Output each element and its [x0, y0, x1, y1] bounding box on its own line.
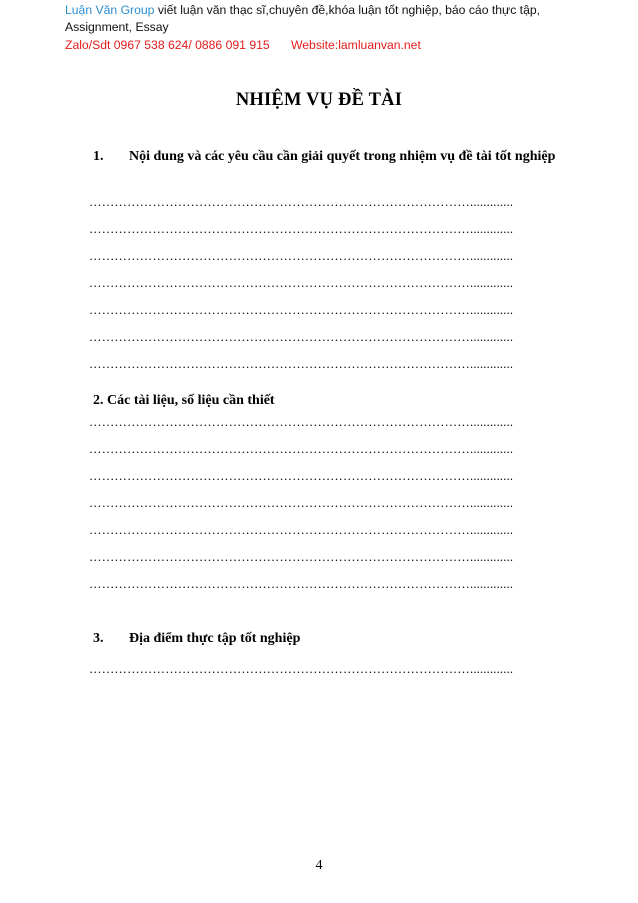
dotted-line: ………………………………………………………………………………............. — [89, 550, 514, 564]
dotted-line: ………………………………………………………………………………............. — [89, 577, 514, 591]
section-1-heading — [93, 143, 573, 170]
section-1-answer-lines[interactable] — [89, 189, 561, 378]
dotted-line: ………………………………………………………………………………............. — [89, 496, 514, 510]
page-header — [65, 2, 585, 54]
dotted-line: ………………………………………………………………………………............. — [89, 523, 514, 537]
header-line-3 — [65, 37, 585, 54]
dotted-line: ………………………………………………………………………………............. — [89, 249, 514, 263]
section-1-label: Nội dung và các yêu cầu cần giải quyết trong nhiệm vụ đề tài tốt nghiệp — [129, 149, 556, 164]
section-3-number: 3. — [93, 631, 104, 646]
header-website[interactable]: Website:lamluanvan.net — [291, 38, 421, 52]
header-brand: Luận Văn Group — [65, 3, 155, 17]
dotted-line: ………………………………………………………………………………............. — [89, 415, 514, 429]
page-number: 4 — [315, 858, 323, 873]
section-2-heading: 2. Các tài liệu, số liệu cần thiết — [93, 393, 275, 408]
section-1-number: 1. — [93, 149, 104, 164]
dotted-line: ………………………………………………………………………………............. — [89, 222, 514, 236]
section-3-label: Địa điểm thực tập tốt nghiệp — [129, 631, 301, 646]
section-3-heading — [93, 631, 300, 647]
dotted-line: ………………………………………………………………………………............. — [89, 469, 514, 483]
dotted-line: ………………………………………………………………………………............. — [89, 330, 514, 344]
dotted-line: ………………………………………………………………………………............. — [89, 662, 514, 676]
page-title: NHIỆM VỤ ĐỀ TÀI — [235, 90, 403, 110]
header-contact: Zalo/Sdt 0967 538 624/ 0886 091 915 — [65, 38, 270, 52]
dotted-line: ………………………………………………………………………………............. — [89, 276, 514, 290]
dotted-line: ………………………………………………………………………………............. — [89, 303, 514, 317]
dotted-line: ………………………………………………………………………………............. — [89, 195, 514, 209]
header-line-1 — [65, 2, 585, 19]
section-3-answer-lines[interactable] — [89, 656, 561, 683]
section-2-answer-lines[interactable] — [89, 409, 561, 598]
dotted-line: ………………………………………………………………………………............. — [89, 442, 514, 456]
dotted-line: ………………………………………………………………………………............. — [89, 357, 514, 371]
header-line-2: Assignment, Essay — [65, 20, 169, 34]
header-tagline: viết luận văn thạc sĩ,chuyên đề,khóa luận tốt nghiệp, báo cáo thực tập, — [154, 3, 541, 17]
